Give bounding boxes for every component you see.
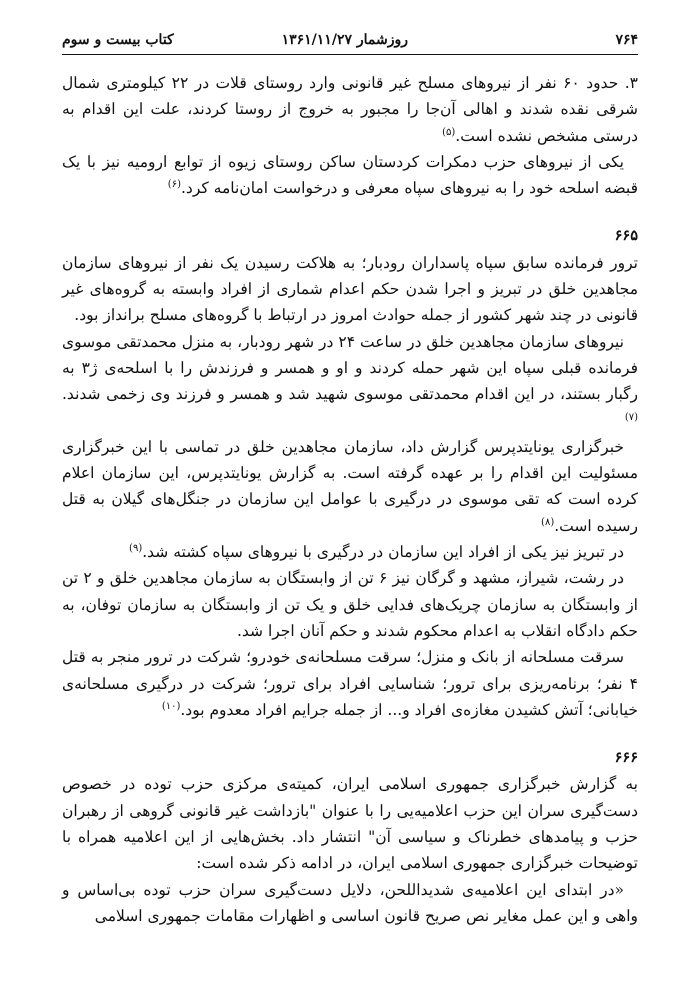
running-header: [62, 28, 638, 58]
paragraph-text: در تبریز نیز یکی از افراد این سازمان در درگیری با نیروهای سپاه کشته شد.: [142, 543, 624, 562]
footnote-ref: (۵): [442, 126, 456, 138]
footnote-ref: (۹): [129, 542, 143, 554]
paragraph-text: «در ابتدای این اعلامیه‌ی شدیداللحن، دلایل دست‌گیری سران حزب توده بی‌اساس و واهی و این عمل مغایر نص صریح قانون اساسی و اظهارات مقامات جمهوری اسلامی: [62, 880, 638, 925]
paragraph-text: ۳. حدود ۶۰ نفر از نیروهای مسلح غیر قانونی وارد روستای قلات در ۲۲ کیلومتری شمال شرقی نقده شدند و اهالی آن‌جا را مجبور به خروج از روستا کردند، علت این اقدام به درستی مشخص نشده است.: [62, 74, 638, 145]
paragraph: [62, 539, 638, 565]
entry-number: ۶۶۵: [614, 227, 638, 245]
paragraph: [62, 644, 638, 723]
paragraph: [62, 250, 638, 329]
paragraph-text: ترور فرمانده سابق سپاه پاسداران رودبار؛ به هلاکت رسیدن یک نفر از نیروهای سازمان مجاهدین خلق در تبریز و اجرا شدن حکم اعدام شماری از افراد وابسته به گروه‌های غیر قانونی در چند شهر کشور از جمله حوادث امروز در ارتباط با گروه‌های مسلح برانداز بود.: [62, 253, 638, 325]
paragraph-text: در رشت، شیراز، مشهد و گرگان نیز ۶ تن از وابستگان به سازمان مجاهدین خلق و ۲ تن از وابستگان به سازمان چریک‌های فدایی خلق و یک تن از وابستگان به سازمان توفان، به حکم دادگاه انقلاب به اعدام محکوم شدند و حکم آنان اجرا شد.: [62, 569, 638, 640]
book-title: کتاب بیست و سوم: [62, 32, 174, 48]
paragraph: [62, 434, 638, 539]
paragraph: [62, 149, 638, 202]
paragraph: [62, 70, 638, 149]
footnote-ref: (۷): [624, 411, 638, 423]
paragraph-text: نیروهای سازمان مجاهدین خلق در ساعت ۲۴ در شهر رودبار، به منزل محمدتقی موسوی فرمانده قبلی سپاه این شهر حمله کردند و او و همسر و فرزندش را با اسلحه‌ی ژ۳ به رگبار بستند، در این اقدام محمدتقی موسوی شهید شد و همسر و فرزند وی زخمی شدند.: [62, 332, 638, 404]
paragraph: [62, 771, 638, 876]
footnote-ref: (۶): [167, 179, 181, 191]
header-rule: [62, 54, 638, 55]
header-date: روزشمار ۱۳۶۱/۱۱/۲۷: [281, 32, 408, 48]
footnote-ref: (۸): [541, 516, 555, 528]
paragraph: [62, 565, 638, 644]
paragraph-text: سرقت مسلحانه از بانک و منزل؛ سرقت مسلحانه‌ی خودرو؛ شرکت در ترور منجر به قتل ۴ نفر؛ برنامه‌ریزی برای ترور؛ شناسایی افراد برای ترور؛ شرکت در درگیری مسلحانه‌ی خیابانی؛ آتش کشیدن مغازه‌ی افراد و... از جمله جرایم افراد معدوم بود.: [62, 648, 638, 719]
paragraph-text: یکی از نیروهای حزب دمکرات کردستان ساکن روستای زیوه از توابع ارومیه نیز با یک قبضه اسلحه خود را به نیروهای سپاه معرفی و درخواست امان‌نامه کرد.: [62, 152, 638, 198]
footnote-ref: (۱۰): [161, 700, 181, 712]
page-number: ۷۶۴: [615, 32, 638, 48]
paragraph-text: خبرگزاری یونایتدپرس گزارش داد، سازمان مجاهدین خلق در تماسی با این خبرگزاری مسئولیت این اقدام را بر عهده گرفته است. به گزارش یونایتدپرس، این سازمان اعلام کرده است که تقی موسوی در درگیری با عوامل این سازمان در جنگل‌های گیلان به قتل رسیده است.: [62, 437, 638, 535]
paragraph-text: به گزارش خبرگزاری جمهوری اسلامی ایران، کمیته‌ی مرکزی حزب توده در خصوص دست‌گیری سران این حزب اعلامیه‌یی را با عنوان "بازداشت غیر قانونی گروهی از رهبران حزب و پیامدهای خطرناک و سیاسی آن" انتشار داد. بخش‌هایی از این اعلامیه همراه با توضیحات خبرگزاری جمهوری اسلامی ایران، در ادامه ذکر شده است:: [62, 775, 638, 873]
document-body: [62, 70, 638, 929]
entry-number: ۶۶۶: [614, 749, 638, 767]
paragraph: [62, 329, 638, 434]
paragraph: [62, 877, 638, 930]
